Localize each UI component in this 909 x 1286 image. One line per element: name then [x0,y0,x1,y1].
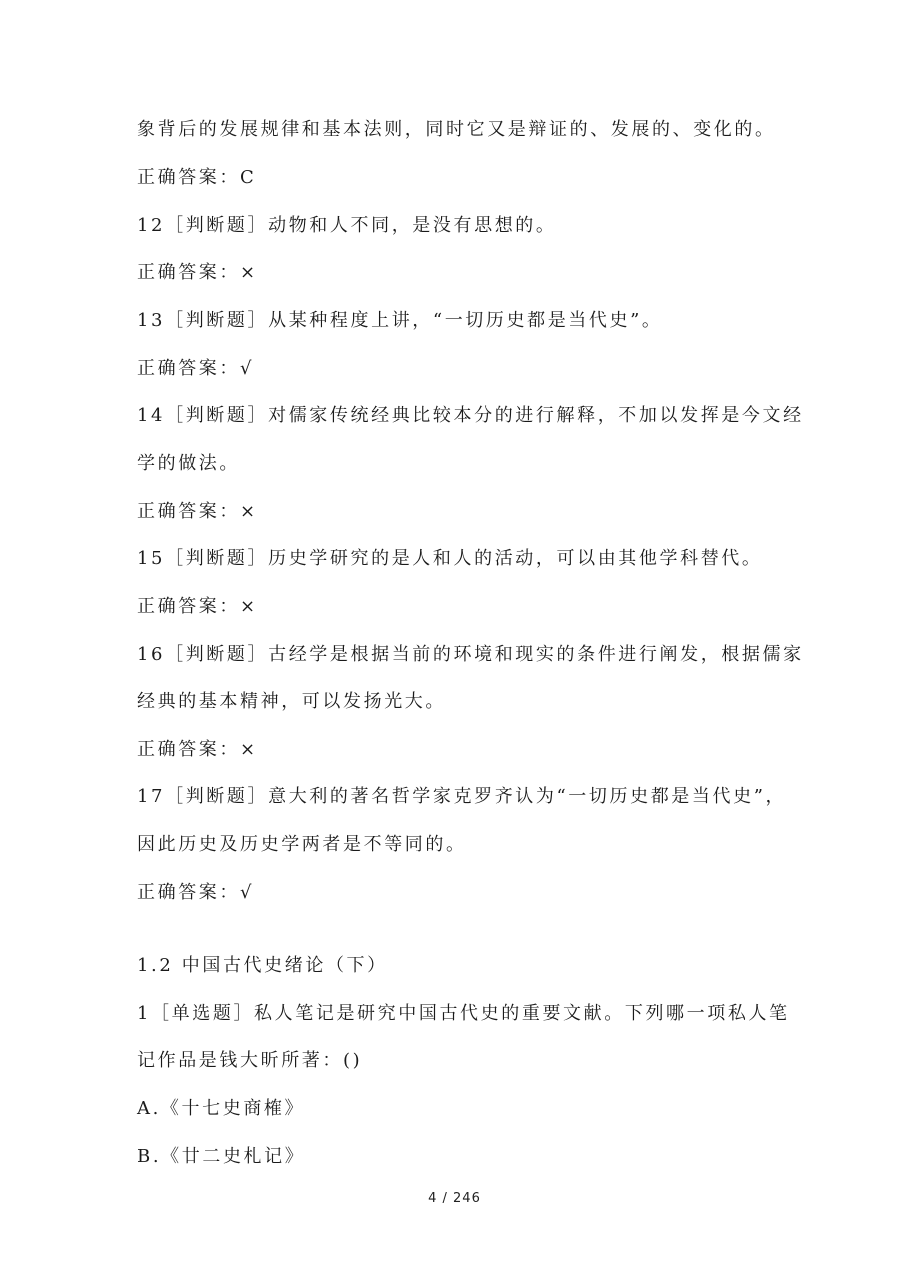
section-heading: 1.2 中国古代史绪论（下） [137,955,388,976]
answer-line: 正确答案：× [137,262,258,283]
question-line-cont: 记作品是钱大昕所著：() [137,1050,363,1071]
question-line: 13［判断题］从某种程度上讲，“一切历史都是当代史”。 [137,310,663,331]
question-line: 14［判断题］对儒家传统经典比较本分的进行解释，不加以发挥是今文经 [137,405,804,426]
question-line-cont: 经典的基本精神，可以发扬光大。 [137,691,446,712]
answer-line: 正确答案：√ [137,882,255,903]
question-line: 15［判断题］历史学研究的是人和人的活动，可以由其他学科替代。 [137,548,763,569]
question-line: 16［判断题］古经学是根据当前的环境和现实的条件进行阐发，根据儒家 [137,644,804,665]
question-line-cont: 学的做法。 [137,453,240,474]
text-line: 象背后的发展规律和基本法则，同时它又是辩证的、发展的、变化的。 [137,119,776,140]
answer-line: 正确答案：× [137,596,258,617]
option-line: B.《廿二史札记》 [137,1146,306,1167]
question-line-cont: 因此历史及历史学两者是不等同的。 [137,834,467,855]
question-line: 1［单选题］私人笔记是研究中国古代史的重要文献。下列哪一项私人笔 [137,1003,790,1024]
answer-line: 正确答案：C [137,167,257,188]
answer-line: 正确答案：× [137,739,258,760]
page-indicator: 4 / 246 [428,1191,481,1206]
answer-line: 正确答案：√ [137,358,255,379]
option-line: A.《十七史商榷》 [137,1098,306,1119]
question-line: 12［判断题］动物和人不同，是没有思想的。 [137,215,557,236]
question-line: 17［判断题］意大利的著名哲学家克罗齐认为“一切历史都是当代史”， [137,786,787,807]
answer-line: 正确答案：× [137,501,258,522]
